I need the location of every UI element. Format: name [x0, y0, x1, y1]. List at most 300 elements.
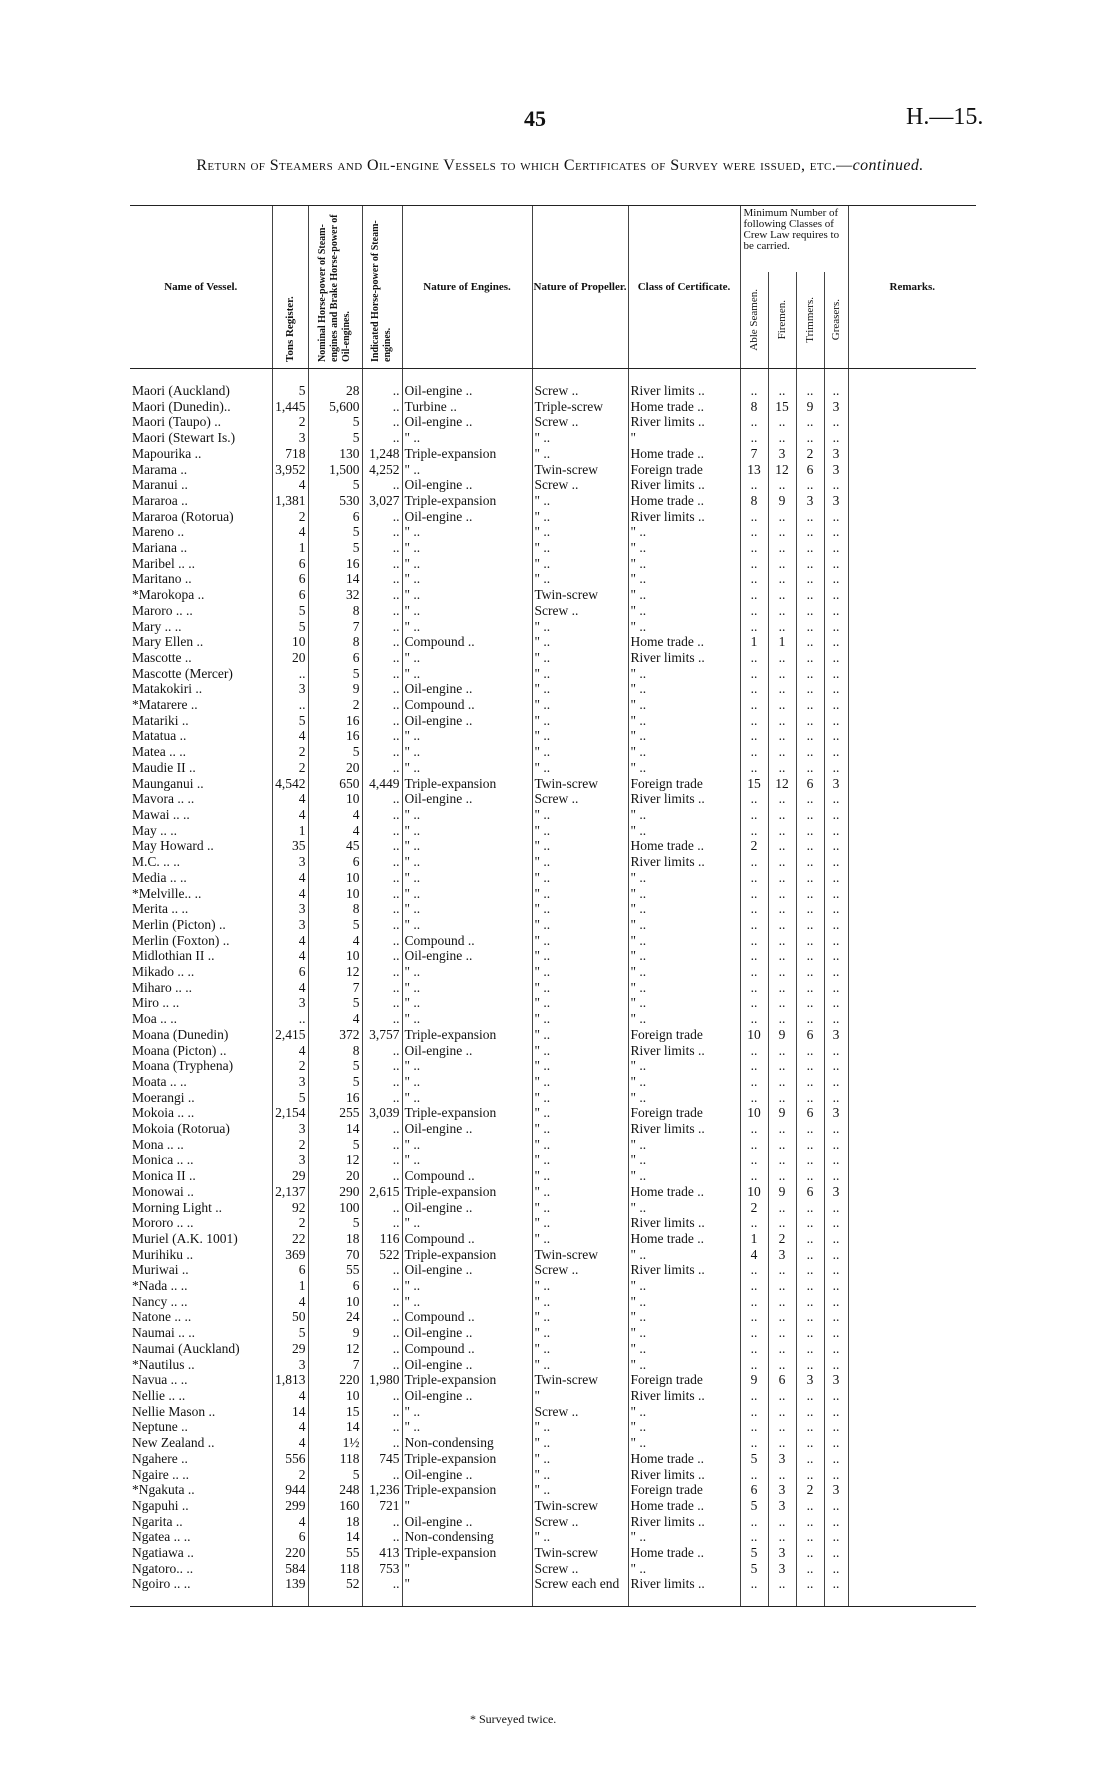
able-seamen-cell: .. [740, 1419, 768, 1435]
able-seamen-cell: .. [740, 1325, 768, 1341]
engine-nature-cell: Oil-engine .. [402, 369, 532, 399]
certificate-class-cell: " .. [628, 1074, 740, 1090]
nominal-hp-cell: 8 [308, 603, 362, 619]
trimmers-cell: .. [796, 838, 824, 854]
propeller-nature-cell: " .. [532, 1325, 628, 1341]
table-row [130, 1341, 976, 1357]
propeller-nature-cell: " .. [532, 1451, 628, 1467]
engine-nature-cell: Oil-engine .. [402, 713, 532, 729]
certificate-class-cell: " .. [628, 1090, 740, 1106]
tons-register-cell: 5 [272, 619, 308, 635]
table-row [130, 1561, 976, 1577]
nominal-hp-cell: 70 [308, 1247, 362, 1263]
firemen-cell: .. [768, 1058, 796, 1074]
greasers-cell: 3 [824, 1482, 848, 1498]
greasers-cell: 3 [824, 1372, 848, 1388]
greasers-cell: .. [824, 414, 848, 430]
indicated-hp-cell: .. [362, 697, 402, 713]
indicated-hp-cell: .. [362, 524, 402, 540]
table-body [130, 369, 976, 1607]
engine-nature-cell: " .. [402, 807, 532, 823]
table-row [130, 1168, 976, 1184]
firemen-cell: .. [768, 1309, 796, 1325]
able-seamen-cell: .. [740, 509, 768, 525]
firemen-cell: .. [768, 1514, 796, 1530]
able-seamen-cell: .. [740, 713, 768, 729]
engine-nature-cell: Triple-expansion [402, 1372, 532, 1388]
remarks-cell [848, 744, 976, 760]
propeller-nature-cell: Screw .. [532, 1561, 628, 1577]
engine-nature-cell: Triple-expansion [402, 493, 532, 509]
table-row [130, 964, 976, 980]
tons-register-cell: 2 [272, 760, 308, 776]
firemen-cell: 9 [768, 1184, 796, 1200]
propeller-nature-cell: " .. [532, 728, 628, 744]
vessel-name-cell: Maori (Dunedin).. [132, 398, 231, 414]
propeller-nature-cell: " .. [532, 838, 628, 854]
certificate-class-cell: Foreign trade [628, 1105, 740, 1121]
remarks-cell [848, 713, 976, 729]
certificate-class-cell: " .. [628, 681, 740, 697]
firemen-cell: .. [768, 1325, 796, 1341]
nominal-hp-cell: 6 [308, 650, 362, 666]
nominal-hp-cell: 18 [308, 1514, 362, 1530]
firemen-cell: .. [768, 744, 796, 760]
engine-nature-cell: Oil-engine .. [402, 1514, 532, 1530]
vessel-name-cell: *Melville.. .. [132, 885, 202, 901]
certificate-class-cell: " .. [628, 556, 740, 572]
indicated-hp-cell: .. [362, 886, 402, 902]
trimmers-cell: .. [796, 1309, 824, 1325]
tons-register-cell: 5 [272, 369, 308, 399]
certificate-class-cell: Foreign trade [628, 1482, 740, 1498]
engine-nature-cell: " .. [402, 556, 532, 572]
trimmers-cell: .. [796, 414, 824, 430]
able-seamen-cell: .. [740, 603, 768, 619]
tons-register-cell: 3 [272, 1121, 308, 1137]
indicated-hp-cell: .. [362, 728, 402, 744]
greasers-cell: .. [824, 901, 848, 917]
certificate-class-cell: Home trade .. [628, 1498, 740, 1514]
firemen-cell: .. [768, 681, 796, 697]
certificate-class-cell: " .. [628, 1278, 740, 1294]
table-row [130, 1262, 976, 1278]
indicated-hp-cell: .. [362, 603, 402, 619]
certificate-class-cell: River limits .. [628, 854, 740, 870]
tons-register-cell: 5 [272, 1090, 308, 1106]
engine-nature-cell: " .. [402, 1090, 532, 1106]
table-header [130, 206, 976, 369]
trimmers-cell: .. [796, 1419, 824, 1435]
firemen-cell: .. [768, 619, 796, 635]
propeller-nature-cell: " .. [532, 964, 628, 980]
trimmers-cell: .. [796, 524, 824, 540]
propeller-nature-cell: Screw each end [532, 1576, 628, 1606]
indicated-hp-cell: .. [362, 509, 402, 525]
firemen-cell: .. [768, 1262, 796, 1278]
remarks-cell [848, 1325, 976, 1341]
firemen-cell: .. [768, 791, 796, 807]
certificate-class-cell: " .. [628, 1168, 740, 1184]
footnote: * Surveyed twice. [470, 1712, 557, 1726]
vessel-name-cell: May Howard .. [132, 838, 214, 854]
firemen-cell: .. [768, 697, 796, 713]
able-seamen-cell: .. [740, 1341, 768, 1357]
remarks-cell [848, 556, 976, 572]
trimmers-cell: .. [796, 823, 824, 839]
nominal-hp-cell: 12 [308, 964, 362, 980]
table-row [130, 823, 976, 839]
trimmers-cell: .. [796, 1514, 824, 1530]
vessel-name-cell: Maritano .. [132, 571, 192, 587]
remarks-cell [848, 1435, 976, 1451]
trimmers-cell: .. [796, 1435, 824, 1451]
engine-nature-cell: " .. [402, 1278, 532, 1294]
remarks-cell [848, 933, 976, 949]
table-row [130, 524, 976, 540]
certificate-class-cell: " .. [628, 901, 740, 917]
engine-nature-cell: " .. [402, 1419, 532, 1435]
nominal-hp-cell: 118 [308, 1561, 362, 1577]
greasers-cell: .. [824, 650, 848, 666]
vessel-name-cell: M.C. .. .. [132, 854, 181, 870]
firemen-cell: 3 [768, 1561, 796, 1577]
engine-nature-cell: Triple-expansion [402, 1545, 532, 1561]
vessel-name-cell: Monowai .. [132, 1183, 194, 1199]
nominal-hp-cell: 8 [308, 901, 362, 917]
tons-register-cell: 4 [272, 1294, 308, 1310]
trimmers-cell: 6 [796, 776, 824, 792]
table-row [130, 446, 976, 462]
trimmers-cell: .. [796, 807, 824, 823]
greasers-cell: .. [824, 1341, 848, 1357]
indicated-hp-cell: .. [362, 666, 402, 682]
engine-nature-cell: Oil-engine .. [402, 1043, 532, 1059]
tons-register-cell: .. [272, 1011, 308, 1027]
remarks-cell [848, 681, 976, 697]
firemen-cell: 3 [768, 446, 796, 462]
tons-register-cell: .. [272, 666, 308, 682]
vessel-name-cell: Naumai (Auckland) [132, 1340, 240, 1356]
trimmers-cell: .. [796, 1011, 824, 1027]
nominal-hp-cell: 290 [308, 1184, 362, 1200]
indicated-hp-cell: .. [362, 1467, 402, 1483]
header-certificate: Class of Certificate. [628, 206, 740, 369]
propeller-nature-cell: " .. [532, 901, 628, 917]
table-row [130, 619, 976, 635]
propeller-nature-cell: " .. [532, 1152, 628, 1168]
nominal-hp-cell: 7 [308, 619, 362, 635]
indicated-hp-cell: 3,039 [362, 1105, 402, 1121]
indicated-hp-cell: .. [362, 540, 402, 556]
remarks-cell [848, 650, 976, 666]
nominal-hp-cell: 5 [308, 666, 362, 682]
firemen-cell: .. [768, 1074, 796, 1090]
able-seamen-cell: .. [740, 1294, 768, 1310]
certificate-class-cell: " .. [628, 540, 740, 556]
nominal-hp-cell: 5 [308, 917, 362, 933]
able-seamen-cell: .. [740, 369, 768, 399]
tons-register-cell: 20 [272, 650, 308, 666]
tons-register-cell: 92 [272, 1200, 308, 1216]
indicated-hp-cell: .. [362, 369, 402, 399]
propeller-nature-cell: " .. [532, 650, 628, 666]
greasers-cell: .. [824, 1247, 848, 1263]
remarks-cell [848, 666, 976, 682]
greasers-cell: .. [824, 1278, 848, 1294]
nominal-hp-cell: 18 [308, 1231, 362, 1247]
remarks-cell [848, 1168, 976, 1184]
propeller-nature-cell: " .. [532, 823, 628, 839]
propeller-nature-cell: " .. [532, 540, 628, 556]
vessel-name-cell: Monica II .. [132, 1168, 196, 1184]
remarks-cell [848, 886, 976, 902]
nominal-hp-cell: 5 [308, 524, 362, 540]
greasers-cell: 3 [824, 1184, 848, 1200]
tons-register-cell: 4 [272, 728, 308, 744]
greasers-cell: 3 [824, 1105, 848, 1121]
greasers-cell: .. [824, 1137, 848, 1153]
propeller-nature-cell: " .. [532, 493, 628, 509]
trimmers-cell: .. [796, 1341, 824, 1357]
able-seamen-cell: 15 [740, 776, 768, 792]
vessel-name-cell: Morning Light .. [132, 1199, 222, 1215]
indicated-hp-cell: .. [362, 1419, 402, 1435]
tons-register-cell: 3,952 [272, 462, 308, 478]
tons-register-cell: 4 [272, 886, 308, 902]
engine-nature-cell: " .. [402, 650, 532, 666]
nominal-hp-cell: 10 [308, 870, 362, 886]
vessel-name-cell: Mararoa (Rotorua) [132, 508, 234, 524]
firemen-cell: .. [768, 1576, 796, 1606]
tons-register-cell: 2 [272, 509, 308, 525]
certificate-class-cell: " .. [628, 1529, 740, 1545]
certificate-class-cell: " .. [628, 744, 740, 760]
greasers-cell: .. [824, 1404, 848, 1420]
certificate-class-cell: " [628, 430, 740, 446]
nominal-hp-cell: 1,500 [308, 462, 362, 478]
table-row [130, 1576, 976, 1606]
table-row [130, 1325, 976, 1341]
table-row [130, 1137, 976, 1153]
certificate-class-cell: Home trade .. [628, 1231, 740, 1247]
able-seamen-cell: .. [740, 1357, 768, 1373]
engine-nature-cell: Oil-engine .. [402, 1200, 532, 1216]
certificate-class-cell: " .. [628, 1435, 740, 1451]
able-seamen-cell: .. [740, 1011, 768, 1027]
vessel-name-cell: Mareno .. [132, 524, 185, 540]
able-seamen-cell: .. [740, 571, 768, 587]
table-row [130, 744, 976, 760]
engine-nature-cell: " .. [402, 823, 532, 839]
table-row [130, 1388, 976, 1404]
able-seamen-cell: 13 [740, 462, 768, 478]
greasers-cell: .. [824, 587, 848, 603]
tons-register-cell: 6 [272, 571, 308, 587]
propeller-nature-cell: " .. [532, 556, 628, 572]
indicated-hp-cell: .. [362, 964, 402, 980]
engine-nature-cell: " .. [402, 760, 532, 776]
indicated-hp-cell: .. [362, 1200, 402, 1216]
vessel-name-cell: Midlothian II .. [132, 948, 215, 964]
table-row [130, 1372, 976, 1388]
propeller-nature-cell: " .. [532, 807, 628, 823]
indicated-hp-cell: .. [362, 1168, 402, 1184]
nominal-hp-cell: 14 [308, 1419, 362, 1435]
vessel-name-cell: Mikado .. .. [132, 964, 195, 980]
indicated-hp-cell: .. [362, 791, 402, 807]
greasers-cell: .. [824, 1357, 848, 1373]
engine-nature-cell: Turbine .. [402, 399, 532, 415]
propeller-nature-cell: " .. [532, 619, 628, 635]
greasers-cell: .. [824, 1419, 848, 1435]
remarks-cell [848, 776, 976, 792]
trimmers-cell: .. [796, 369, 824, 399]
engine-nature-cell: Oil-engine .. [402, 1262, 532, 1278]
remarks-cell [848, 477, 976, 493]
able-seamen-cell: .. [740, 1467, 768, 1483]
trimmers-cell: .. [796, 666, 824, 682]
able-seamen-cell: .. [740, 1262, 768, 1278]
table-row [130, 1498, 976, 1514]
tons-register-cell: 3 [272, 681, 308, 697]
trimmers-cell: .. [796, 728, 824, 744]
table-row [130, 980, 976, 996]
able-seamen-cell: .. [740, 524, 768, 540]
propeller-nature-cell: " .. [532, 634, 628, 650]
indicated-hp-cell: .. [362, 744, 402, 760]
nominal-hp-cell: 130 [308, 446, 362, 462]
table-row [130, 369, 976, 399]
firemen-cell: .. [768, 524, 796, 540]
certificate-class-cell: River limits .. [628, 414, 740, 430]
greasers-cell: 3 [824, 776, 848, 792]
vessel-name-cell: Mariana .. [132, 540, 188, 556]
propeller-nature-cell: " .. [532, 1467, 628, 1483]
engine-nature-cell: Compound .. [402, 1309, 532, 1325]
engine-nature-cell: " .. [402, 587, 532, 603]
certificate-class-cell: " .. [628, 807, 740, 823]
tons-register-cell: 4 [272, 807, 308, 823]
able-seamen-cell: .. [740, 1090, 768, 1106]
indicated-hp-cell: 753 [362, 1561, 402, 1577]
greasers-cell: .. [824, 1200, 848, 1216]
header-indicated-hp: Indicated Horse-power of Steam-engines. [362, 206, 402, 369]
certificate-class-cell: " .. [628, 870, 740, 886]
engine-nature-cell: Compound .. [402, 1341, 532, 1357]
nominal-hp-cell: 16 [308, 556, 362, 572]
greasers-cell: .. [824, 1074, 848, 1090]
table-row [130, 901, 976, 917]
nominal-hp-cell: 52 [308, 1576, 362, 1606]
trimmers-cell: .. [796, 1090, 824, 1106]
firemen-cell: .. [768, 369, 796, 399]
vessel-name-cell: Moata .. .. [132, 1073, 187, 1089]
propeller-nature-cell: Twin-screw [532, 776, 628, 792]
engine-nature-cell: Triple-expansion [402, 776, 532, 792]
nominal-hp-cell: 7 [308, 1357, 362, 1373]
remarks-cell [848, 1529, 976, 1545]
trimmers-cell: 3 [796, 493, 824, 509]
vessel-name-cell: Mararoa .. [132, 492, 188, 508]
engine-nature-cell: " .. [402, 1058, 532, 1074]
able-seamen-cell: .. [740, 1309, 768, 1325]
vessel-name-cell: Navua .. .. [132, 1372, 188, 1388]
propeller-nature-cell: " .. [532, 697, 628, 713]
firemen-cell: .. [768, 807, 796, 823]
indicated-hp-cell: .. [362, 901, 402, 917]
title-italic: continued. [852, 157, 924, 174]
trimmers-cell: .. [796, 1467, 824, 1483]
greasers-cell: .. [824, 1294, 848, 1310]
vessel-name-cell: Ngatea .. .. [132, 1529, 191, 1545]
document-code: H.—15. [906, 104, 984, 130]
indicated-hp-cell: .. [362, 587, 402, 603]
trimmers-cell: .. [796, 477, 824, 493]
greasers-cell: .. [824, 1388, 848, 1404]
greasers-cell: .. [824, 854, 848, 870]
propeller-nature-cell: " .. [532, 430, 628, 446]
remarks-cell [848, 1011, 976, 1027]
engine-nature-cell: Oil-engine .. [402, 1121, 532, 1137]
remarks-cell [848, 1576, 976, 1606]
greasers-cell: .. [824, 1262, 848, 1278]
header-able-seamen: Able Seamen. [740, 272, 768, 369]
vessel-name-cell: Mapourika .. [132, 445, 202, 461]
greasers-cell: .. [824, 744, 848, 760]
nominal-hp-cell: 5,600 [308, 399, 362, 415]
vessel-name-cell: Mary .. .. [132, 618, 182, 634]
vessel-name-cell: Natone .. .. [132, 1309, 192, 1325]
remarks-cell [848, 1058, 976, 1074]
greasers-cell: .. [824, 1325, 848, 1341]
page-number: 45 [524, 106, 546, 131]
tons-register-cell: 29 [272, 1341, 308, 1357]
indicated-hp-cell: .. [362, 760, 402, 776]
remarks-cell [848, 807, 976, 823]
indicated-hp-cell: 522 [362, 1247, 402, 1263]
tons-register-cell: 718 [272, 446, 308, 462]
vessel-name-cell: Moana (Tryphena) [132, 1058, 234, 1074]
tons-register-cell: 22 [272, 1231, 308, 1247]
certificate-class-cell: River limits .. [628, 1121, 740, 1137]
propeller-nature-cell: Twin-screw [532, 1247, 628, 1263]
certificate-class-cell: " .. [628, 728, 740, 744]
indicated-hp-cell: .. [362, 1090, 402, 1106]
indicated-hp-cell: .. [362, 430, 402, 446]
certificate-class-cell: River limits .. [628, 1215, 740, 1231]
greasers-cell: .. [824, 697, 848, 713]
propeller-nature-cell: " .. [532, 948, 628, 964]
tons-register-cell: 2 [272, 1467, 308, 1483]
nominal-hp-cell: 4 [308, 807, 362, 823]
nominal-hp-cell: 5 [308, 1467, 362, 1483]
trimmers-cell: .. [796, 571, 824, 587]
certificate-class-cell: " .. [628, 823, 740, 839]
nominal-hp-cell: 16 [308, 1090, 362, 1106]
greasers-cell: .. [824, 1545, 848, 1561]
table-title [120, 156, 1000, 176]
able-seamen-cell: .. [740, 760, 768, 776]
trimmers-cell: .. [796, 1451, 824, 1467]
tons-register-cell: 139 [272, 1576, 308, 1606]
indicated-hp-cell: .. [362, 1435, 402, 1451]
indicated-hp-cell: .. [362, 650, 402, 666]
certificate-class-cell: " .. [628, 964, 740, 980]
tons-register-cell: 2 [272, 414, 308, 430]
indicated-hp-cell: .. [362, 477, 402, 493]
indicated-hp-cell: 4,252 [362, 462, 402, 478]
